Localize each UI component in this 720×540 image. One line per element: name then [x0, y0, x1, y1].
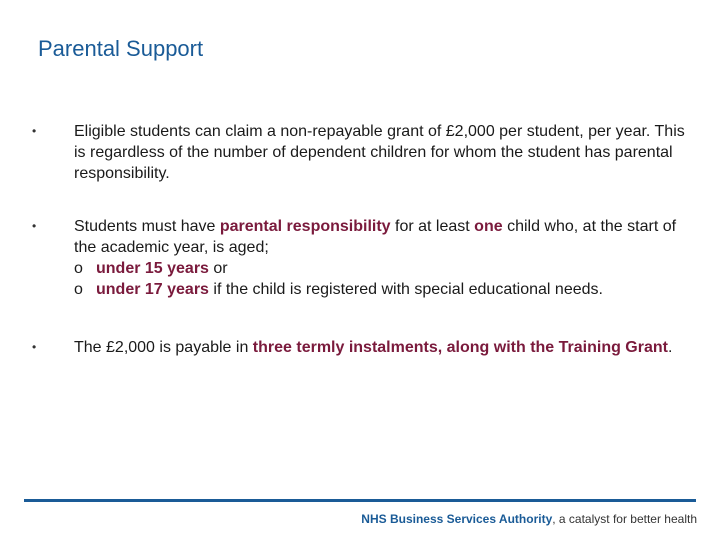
footer-tagline: , a catalyst for better health	[552, 512, 697, 526]
footer-org-name: NHS Business Services Authority	[361, 512, 553, 526]
slide-title: Parental Support	[38, 36, 204, 61]
footer-divider	[24, 499, 696, 502]
bullet-parental-responsibility	[74, 216, 694, 300]
highlight-termly-instalments: three termly instalments, along with the Training Grant	[252, 339, 668, 356]
highlight-under-17-years: under 17 years	[96, 281, 209, 298]
highlight-parental-responsibility: parental responsibility	[219, 218, 391, 235]
bullet-payment-schedule	[74, 337, 694, 358]
text-segment: Students must have	[74, 218, 220, 235]
sub-bullet-marker: o	[74, 260, 83, 277]
highlight-under-15-years: under 15 years	[96, 260, 209, 277]
bullet-eligibility-text: Eligible students can claim a non-repayable grant of £2,000 per student, per year. This is regardless of the number of dependent children for whom the student has parental responsibility.	[74, 123, 685, 182]
text-segment: The £2,000 is payable in	[74, 339, 253, 356]
bullet-eligibility	[74, 121, 694, 184]
text-segment: for at least	[390, 218, 475, 235]
bullet-marker: •	[32, 340, 37, 354]
bullet-marker: •	[32, 219, 37, 233]
text-segment: if the child is registered with special educational needs.	[208, 281, 603, 298]
bullet-marker: •	[32, 124, 37, 138]
footer	[361, 512, 697, 526]
highlight-one: one	[474, 218, 503, 235]
text-segment: .	[667, 339, 673, 356]
sub-bullet-under-17	[74, 279, 694, 300]
sub-bullet-marker: o	[74, 281, 83, 298]
text-segment: child who, at the start of the academic year, is aged;	[74, 218, 677, 256]
sub-bullet-under-15	[74, 258, 694, 279]
text-segment: or	[208, 260, 228, 277]
